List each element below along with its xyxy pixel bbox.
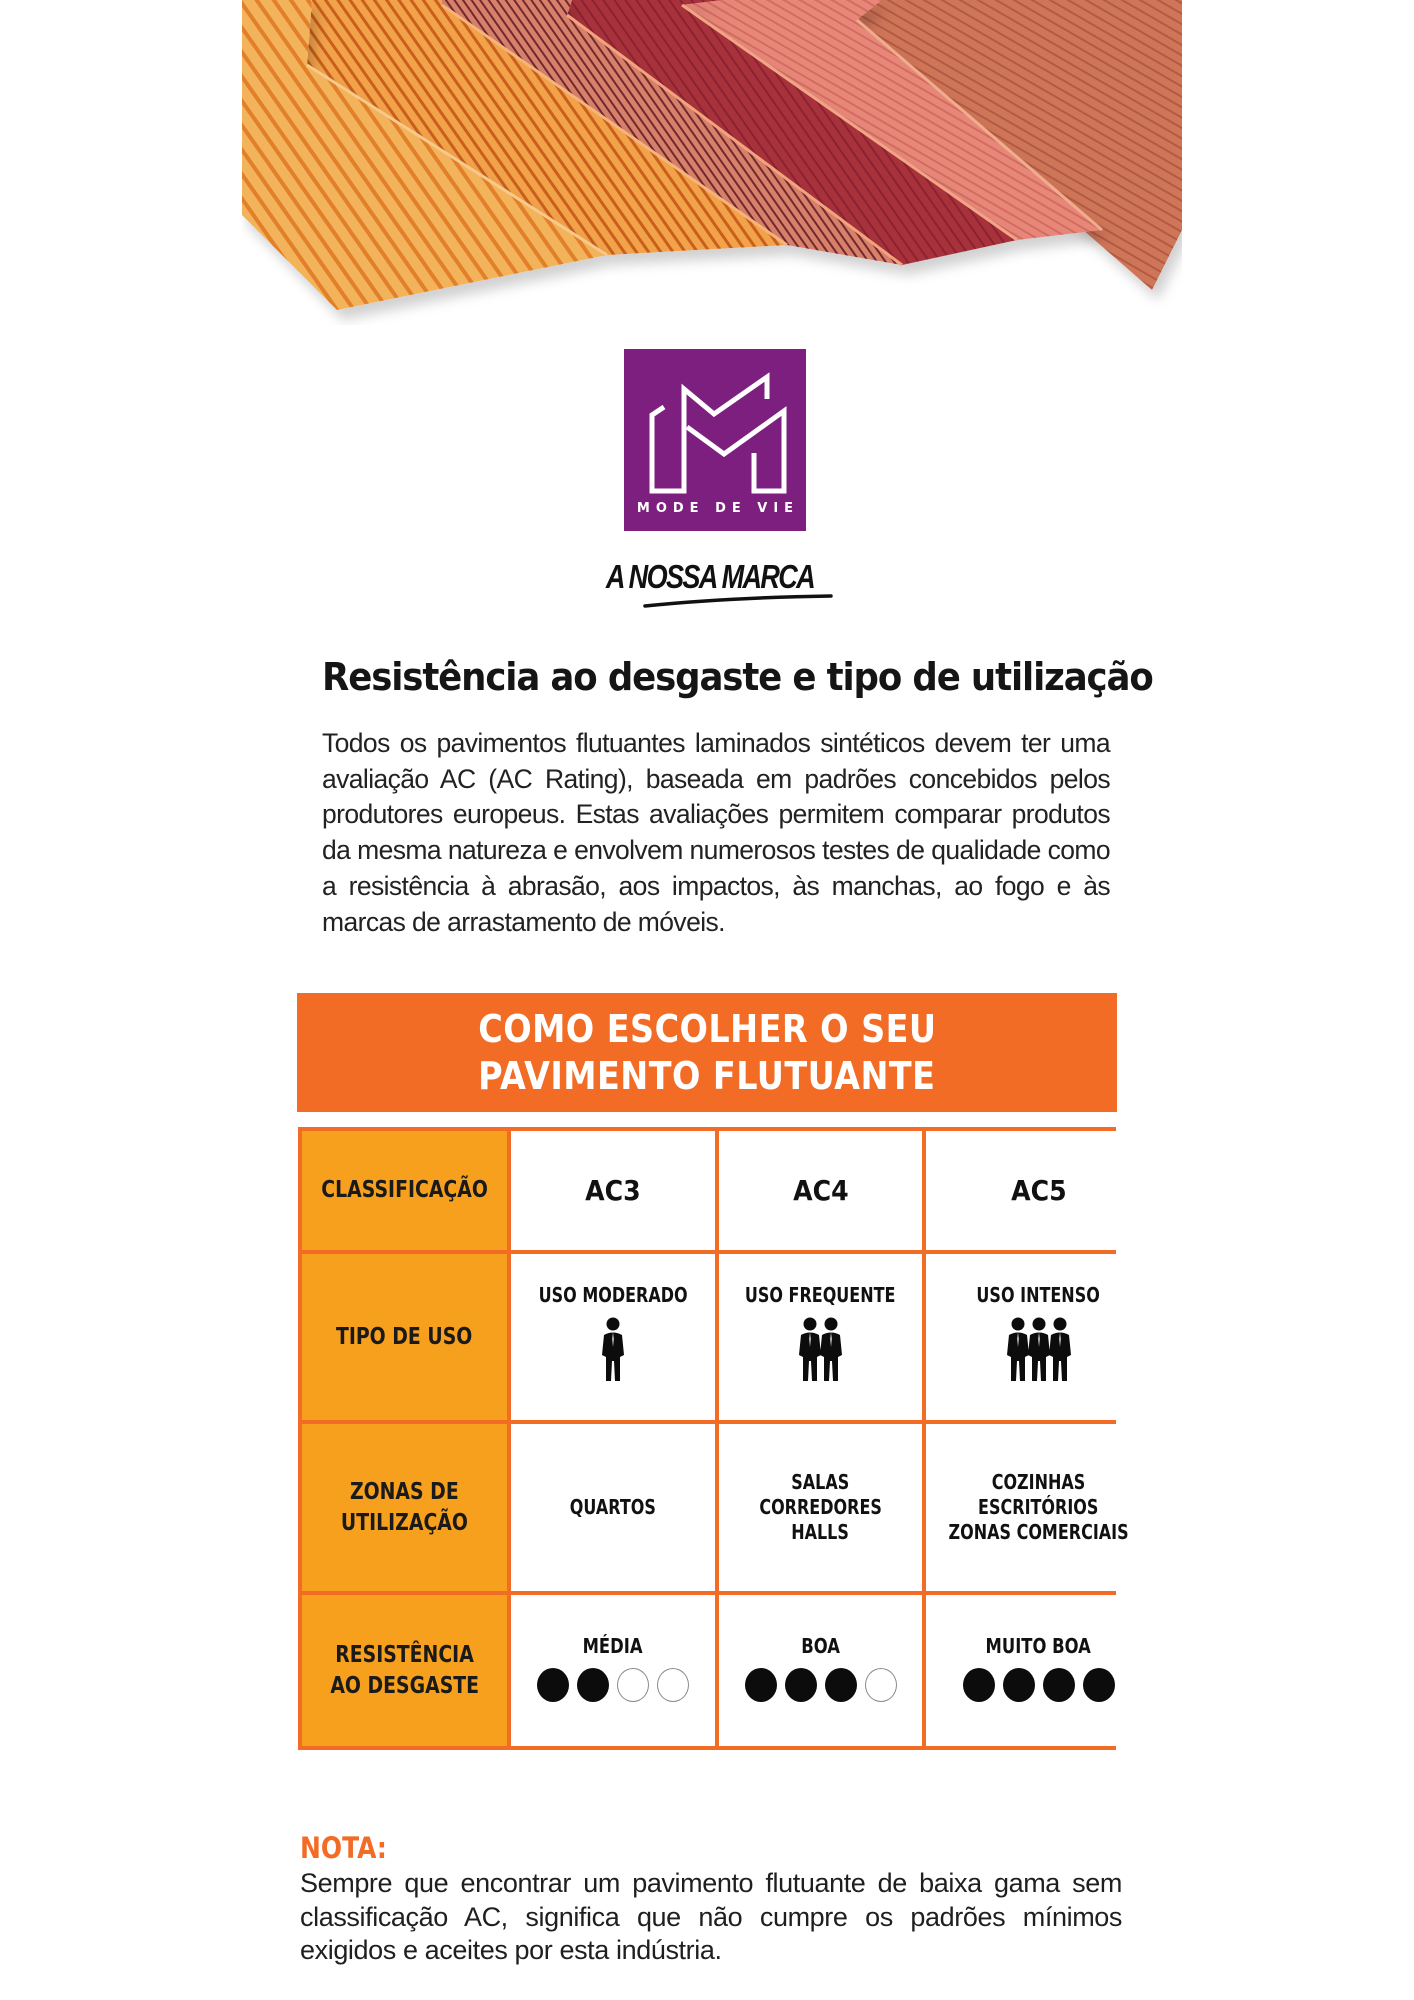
filled-dot-icon (785, 1668, 817, 1702)
two-people-icon (798, 1317, 843, 1387)
hero-laminate-samples-image (242, 0, 1182, 325)
class-value: AC3 (585, 1174, 641, 1207)
empty-dot-icon (865, 1668, 897, 1702)
row-label-text: ZONAS DE (350, 1478, 459, 1505)
guide-banner (297, 993, 1117, 1112)
zone-text: ZONAS COMERCIAIS (948, 1520, 1129, 1544)
rating-dots-icon (745, 1668, 897, 1702)
cell-class-ac5 (926, 1131, 1151, 1250)
logo-wordmark: MODE DE VIE (636, 501, 800, 516)
cell-usage-ac3 (511, 1254, 715, 1420)
usage-text: USO MODERADO (538, 1283, 688, 1307)
filled-dot-icon (537, 1668, 569, 1702)
cell-class-ac3 (511, 1131, 715, 1250)
filled-dot-icon (825, 1668, 857, 1702)
row-label-classification (302, 1131, 507, 1250)
row-label-text: RESISTÊNCIA (335, 1641, 474, 1668)
class-value: AC5 (1010, 1174, 1067, 1207)
banner-title-line-1: COMO ESCOLHER O SEU (477, 1006, 937, 1051)
usage-text: USO FREQUENTE (745, 1283, 896, 1307)
intro-paragraph: Todos os pavimentos flutuantes laminados sintéticos devem ter uma avaliação AC (AC Rating), baseada em padrões concebidos pelos produtores europeus. Estas avaliações permitem comparar produtos da mesma natureza e envolvem numerosos testes de qualidade como a resistência à abrasão, aos impactos, às manchas, ao fogo e às marcas de arrastamento de móveis. (322, 728, 1110, 937)
ac-rating-table (298, 1127, 1129, 1750)
person-icon (601, 1317, 625, 1387)
note-text: Sempre que encontrar um pavimento flutuante de baixa gama sem classificação AC, significa que não cumpre os padrões mínimos exigidos e aceites por esta indústria. (300, 1868, 1122, 1965)
three-people-icon (1006, 1317, 1072, 1387)
banner-title-line-2: PAVIMENTO FLUTUANTE (478, 1053, 936, 1098)
class-value: AC4 (792, 1174, 849, 1207)
cell-usage-ac4 (719, 1254, 922, 1420)
cell-resistance-ac5 (926, 1595, 1151, 1746)
cell-zones-ac5 (926, 1424, 1151, 1591)
zone-text: SALAS (791, 1470, 850, 1494)
cell-usage-ac5 (926, 1254, 1151, 1420)
resistance-text: MÉDIA (583, 1633, 643, 1658)
cell-resistance-ac3 (511, 1595, 715, 1746)
zone-text: CORREDORES (759, 1495, 882, 1519)
filled-dot-icon (745, 1668, 777, 1702)
filled-dot-icon (1083, 1668, 1115, 1702)
filled-dot-icon (577, 1668, 609, 1702)
zone-text: HALLS (791, 1520, 850, 1544)
filled-dot-icon (1003, 1668, 1035, 1702)
cell-zones-ac4 (719, 1424, 922, 1591)
usage-text: USO INTENSO (976, 1283, 1101, 1307)
cell-zones-ac3 (511, 1424, 715, 1591)
resistance-text: MUITO BOA (985, 1633, 1092, 1658)
resistance-text: BOA (801, 1633, 840, 1658)
brand-tagline: A NOSSA MARCA (605, 558, 815, 595)
cell-class-ac4 (719, 1131, 922, 1250)
empty-dot-icon (617, 1668, 649, 1702)
rating-dots-icon (537, 1668, 689, 1702)
row-label-zones (302, 1424, 507, 1591)
rating-dots-icon (963, 1668, 1115, 1702)
filled-dot-icon (963, 1668, 995, 1702)
filled-dot-icon (1043, 1668, 1075, 1702)
zone-text: COZINHAS (991, 1470, 1086, 1494)
cell-resistance-ac4 (719, 1595, 922, 1746)
zone-text: QUARTOS (569, 1495, 657, 1519)
row-label-resistance (302, 1595, 507, 1746)
empty-dot-icon (657, 1668, 689, 1702)
mode-de-vie-logo (624, 349, 806, 531)
zone-text: ESCRITÓRIOS (978, 1495, 1099, 1519)
section-title: Resistência ao desgaste e tipo de utilização (322, 655, 1153, 699)
row-label-text: TIPO DE USO (336, 1323, 473, 1350)
row-label-text: AO DESGASTE (330, 1672, 479, 1699)
row-label-usage-type (302, 1254, 507, 1420)
brush-underline-icon (643, 594, 833, 608)
note-label: NOTA: (300, 1831, 387, 1865)
row-label-text: UTILIZAÇÃO (340, 1509, 468, 1536)
row-label-text: CLASSIFICAÇÃO (321, 1177, 488, 1203)
